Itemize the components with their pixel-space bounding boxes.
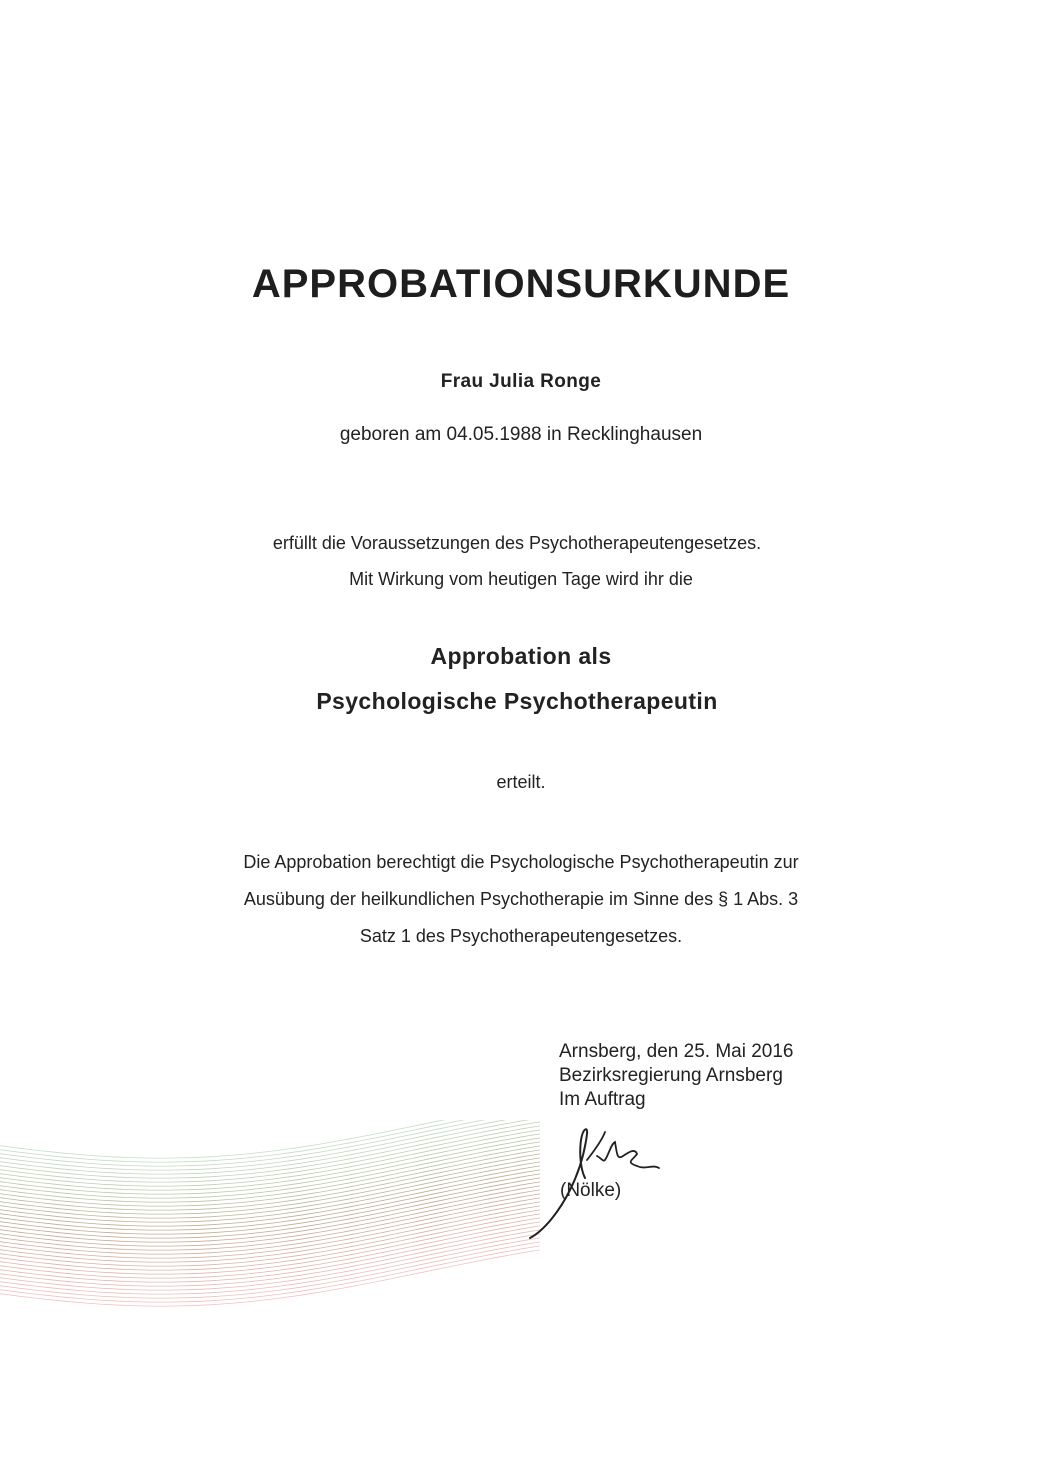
requirements-text-line-2: Mit Wirkung vom heutigen Tage wird ihr die bbox=[349, 569, 693, 589]
wave-line bbox=[0, 1120, 540, 1166]
wave-line bbox=[0, 1134, 540, 1190]
document-title: APPROBATIONSURKUNDE bbox=[251, 262, 791, 306]
wave-line bbox=[0, 1120, 540, 1174]
wave-line bbox=[0, 1138, 540, 1194]
signer-name: (Nölke) bbox=[560, 1180, 622, 1201]
description-line: Die Approbation berechtigt die Psychologische Psychotherapeutin zur bbox=[243, 852, 799, 872]
approbation-heading-line-1: Approbation als bbox=[430, 643, 612, 669]
wave-line bbox=[0, 1130, 540, 1186]
issuing-authority: Bezirksregierung Arnsberg bbox=[559, 1065, 783, 1086]
signature-block bbox=[559, 1040, 794, 1112]
description-paragraph bbox=[0, 844, 1042, 955]
approbation-heading-line-2: Psychologische Psychotherapeutin bbox=[316, 688, 718, 714]
description-line: Satz 1 des Psychotherapeutengesetzes. bbox=[359, 926, 683, 946]
wave-line bbox=[0, 1120, 540, 1158]
wave-line bbox=[0, 1122, 540, 1178]
requirements-text-line-1: erfüllt die Voraussetzungen des Psychotherapeutengesetzes. bbox=[272, 533, 762, 553]
decorative-wave-pattern bbox=[0, 1120, 540, 1320]
on-behalf-text: Im Auftrag bbox=[559, 1089, 646, 1110]
granted-text: erteilt. bbox=[496, 772, 546, 792]
wave-line bbox=[0, 1126, 540, 1182]
place-date: Arnsberg, den 25. Mai 2016 bbox=[559, 1041, 794, 1062]
wave-line bbox=[0, 1142, 540, 1198]
recipient-name: Frau Julia Ronge bbox=[440, 371, 602, 392]
birth-info: geboren am 04.05.1988 in Recklinghausen bbox=[339, 424, 703, 445]
description-line: Ausübung der heilkundlichen Psychotherapie im Sinne des § 1 Abs. 3 bbox=[243, 889, 799, 909]
